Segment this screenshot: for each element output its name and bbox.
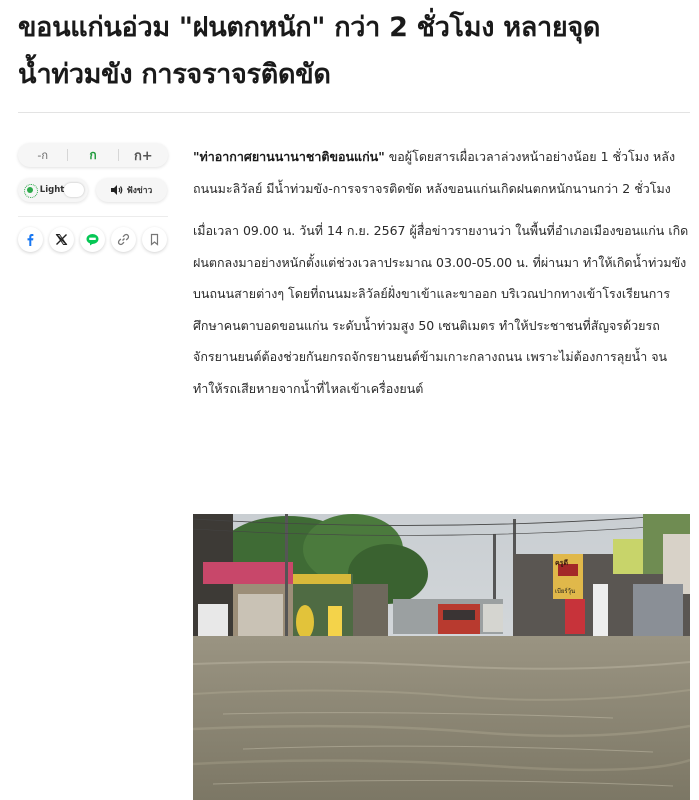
font-decrease-button[interactable]: -ก <box>37 149 48 162</box>
article-headline <box>18 4 688 98</box>
mode-row <box>18 178 168 202</box>
x-icon <box>55 233 68 246</box>
lead-paragraph <box>193 141 690 204</box>
lead-strong-text: "ท่าอากาศยานนานาชาติขอนแก่น" <box>193 149 385 164</box>
photo-sign-text-1: ครูดี <box>555 559 568 567</box>
flood-street-photo[interactable] <box>193 514 690 800</box>
headline-line-1: ขอนแก่นอ่วม "ฝนตกหนัก" กว่า 2 ชั่วโมง หลายจุด <box>18 12 601 43</box>
headline-divider <box>18 112 690 113</box>
speaker-icon <box>111 185 123 195</box>
bookmark-icon <box>148 233 161 246</box>
share-x-button[interactable] <box>49 227 74 252</box>
listen-label: ฟังข่าว <box>126 186 153 196</box>
share-facebook-button[interactable] <box>18 227 43 252</box>
share-line-button[interactable] <box>80 227 105 252</box>
line-icon <box>86 233 99 246</box>
theme-switch-knob[interactable] <box>64 183 84 197</box>
lead-text: ขอผู้โดยสารเผื่อเวลาล่วงหน้าอย่างน้อย 1 ชั่วโมง หลังถนนมะลิวัลย์ มีน้ำท่วมขัง-การจราจรติดขัด หลังขอนแก่นเกิดฝนตกหนักนานกว่า 2 ชั่วโมง <box>193 149 676 196</box>
rail-divider <box>18 216 168 217</box>
bookmark-button[interactable] <box>142 227 167 252</box>
facebook-icon <box>24 233 37 246</box>
article-tools <box>18 143 168 252</box>
font-normal-button[interactable]: ก <box>89 147 97 162</box>
font-increase-button[interactable]: ก+ <box>133 148 153 164</box>
sun-icon <box>24 184 36 196</box>
share-row <box>18 227 168 252</box>
copy-link-button[interactable] <box>111 227 136 252</box>
theme-label: Light <box>39 185 65 195</box>
font-size-control <box>18 143 168 167</box>
link-icon <box>117 233 130 246</box>
article-body <box>193 141 690 404</box>
headline-line-2: น้ำท่วมขัง การจราจรติดขัด <box>18 59 331 90</box>
listen-button[interactable] <box>96 178 167 202</box>
theme-toggle[interactable] <box>18 178 88 202</box>
photo-sign-text-2: เบียร์วุ้น <box>555 588 576 595</box>
flood-photo-image <box>193 514 690 800</box>
body-paragraph: เมื่อเวลา 09.00 น. วันที่ 14 ก.ย. 2567 ผู้สื่อข่าวรายงานว่า ในพื้นที่อำเภอเมืองขอนแก่น เกิดฝนตกลงมาอย่างหนักตั้งแต่ช่วงเวลาประมาณ 03.00-05.00 น. ที่ผ่านมา ทำให้เกิดน้ำท่วมขังบนถนนสายต่างๆ โดยที่ถนนมะลิวัลย์ฝั่งขาเข้าและขาออก บริเวณปากทางเข้าโรงเรียนการศึกษาคนตาบอดขอนแก่น ระดับน้ำท่วมสูง 50 เซนติเมตร ทำให้ประชาชนที่สัญจรด้วยรถจักรยานยนต์ต้องช่วยกันยกรถจักรยานยนต์ข้ามเกาะกลางถนน เพราะไม่ต้องการลุยน้ำ จนทำให้รถเสียหายจากน้ำที่ไหลเข้าเครื่องยนต์ <box>193 223 689 396</box>
